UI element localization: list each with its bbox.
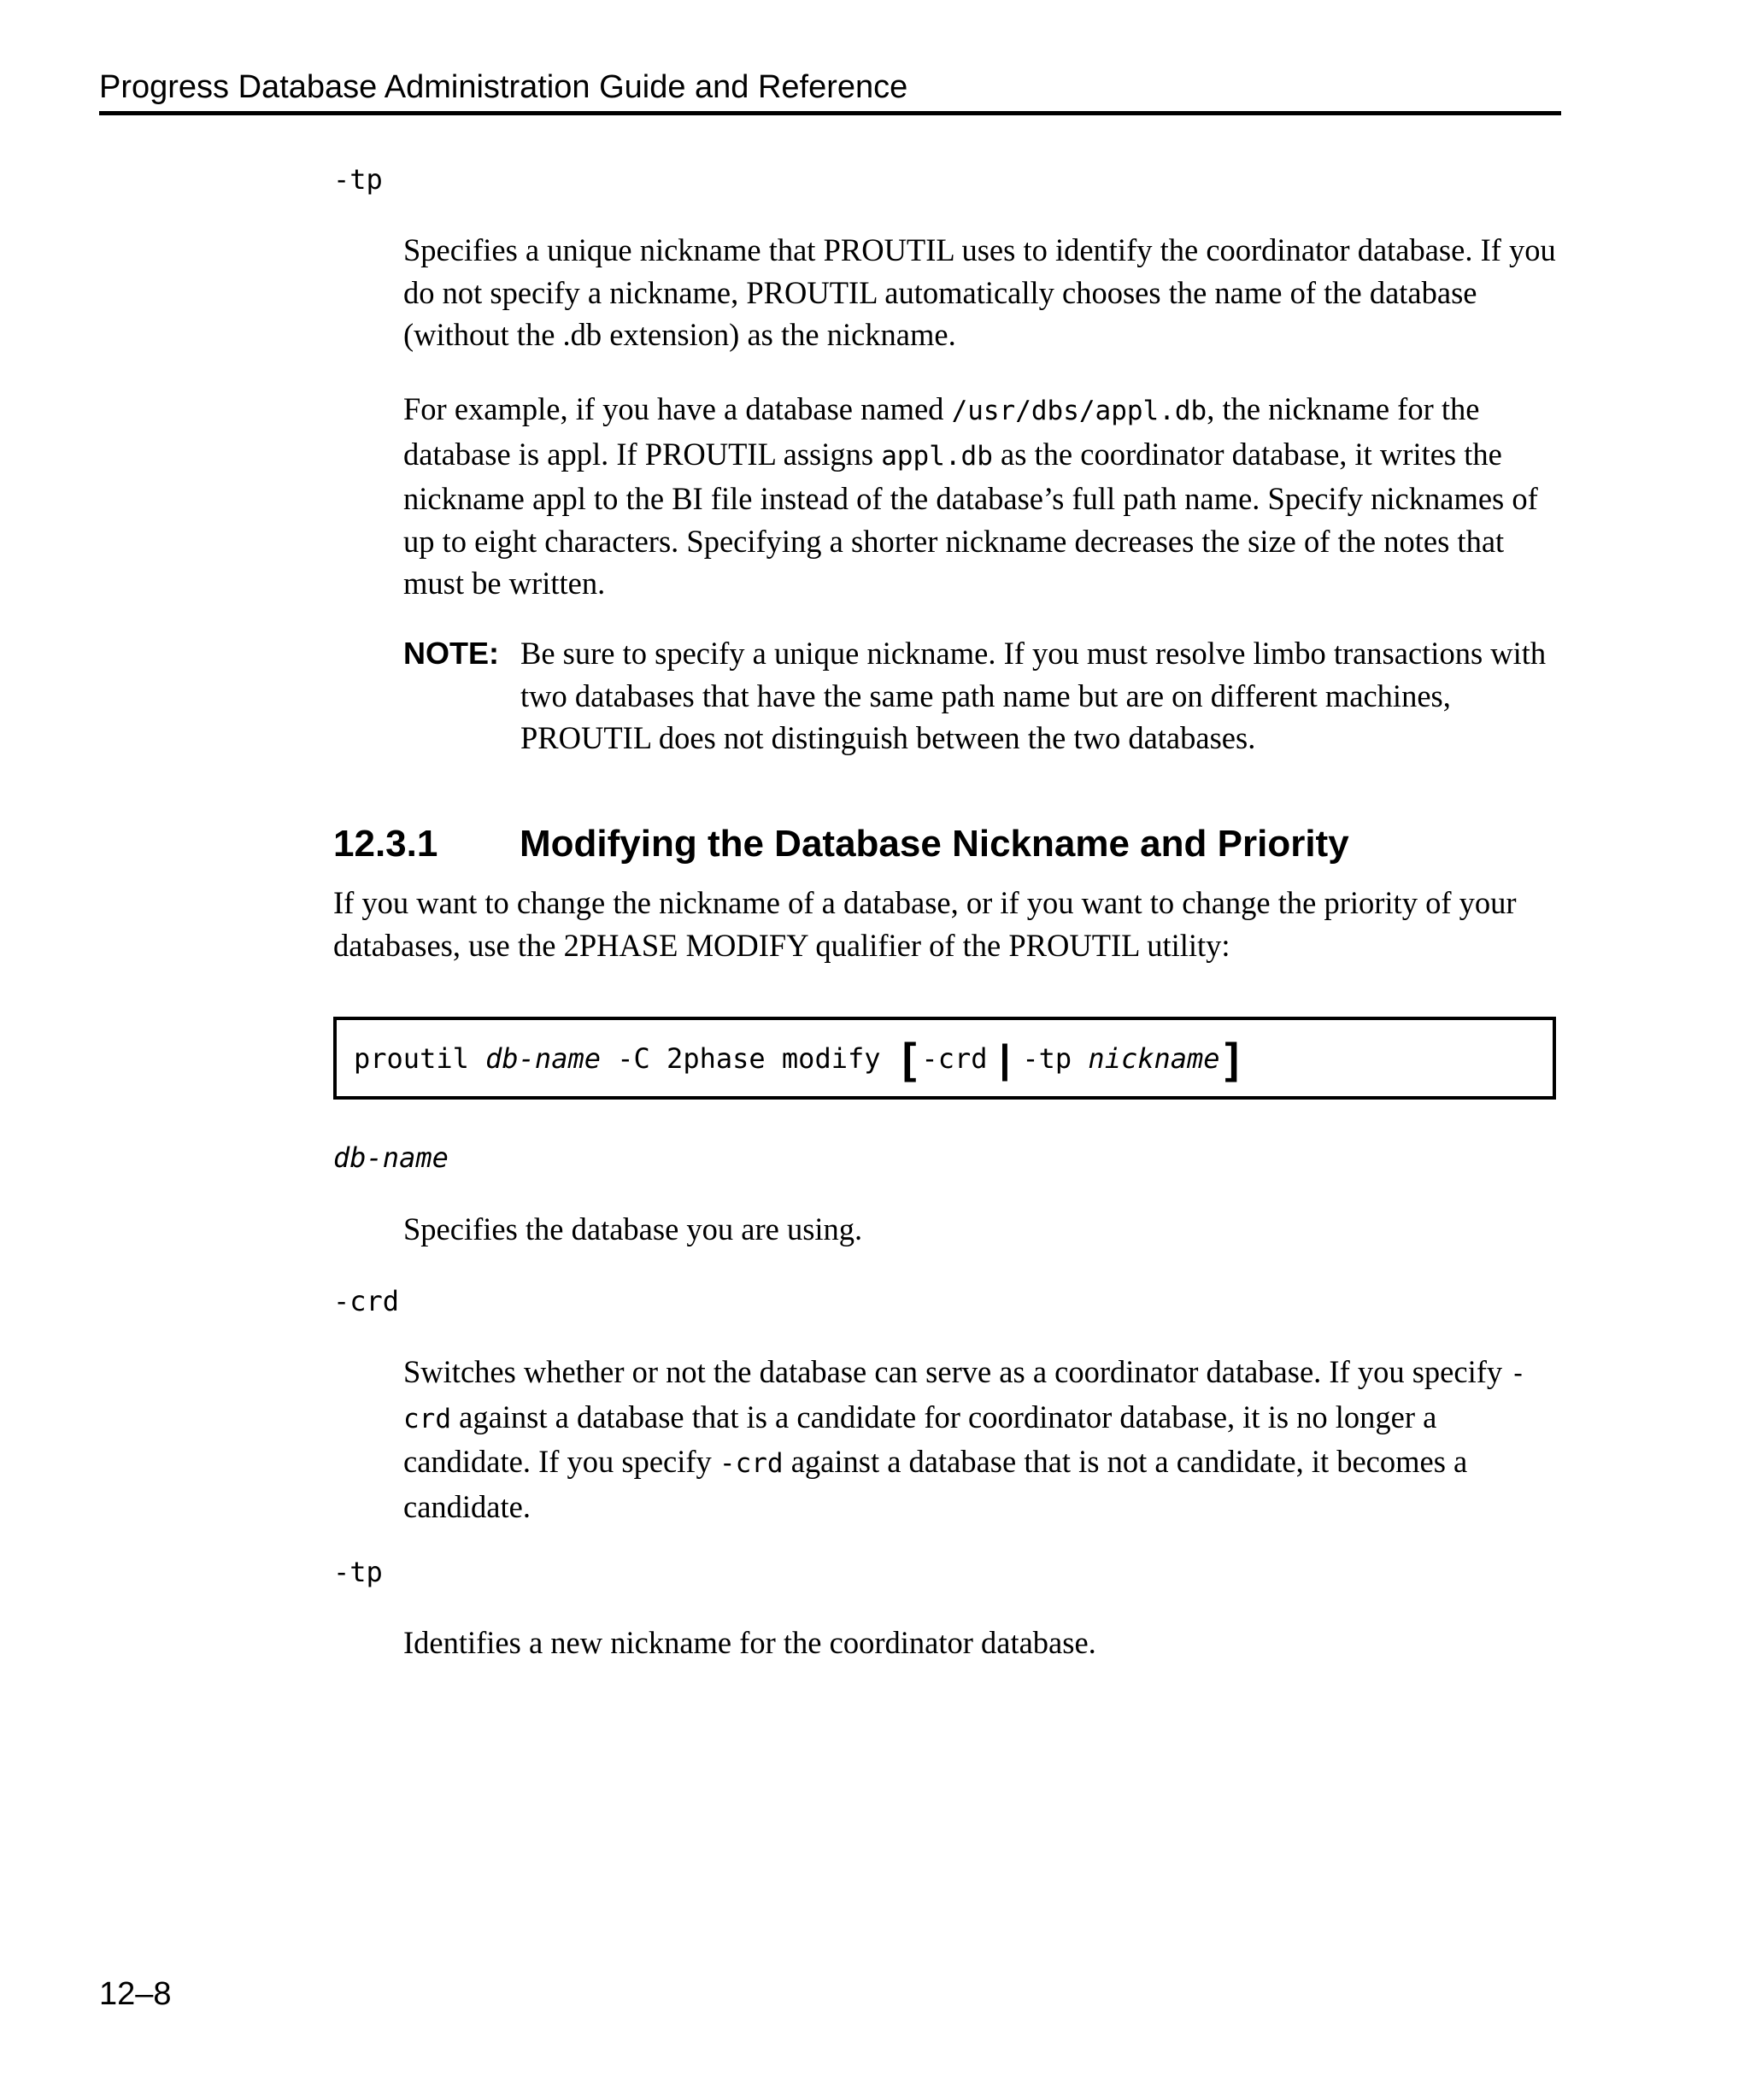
param-desc-crd [403, 1351, 1565, 1528]
note-text: Be sure to specify a unique nickname. If you must resolve limbo transactions with two databases that have the same path name but are on different machines, PROUTIL does not distinguish between the two databases. [520, 636, 1547, 755]
section-heading [333, 820, 1349, 868]
section-number: 12.3.1 [333, 823, 438, 865]
syntax-tp: -tp [1022, 1041, 1089, 1075]
param-term-dbname: db-name [333, 1141, 449, 1174]
section-intro: If you want to change the nickname of a database, or if you want to change the priority of your databases, use the 2PHASE MODIFY qualifier of the PROUTIL utility: [333, 885, 1517, 963]
crd-text-c: against a database that is not a candidate, it becomes a candidate. [403, 1444, 1468, 1524]
example-text-b: , the nickname for the database is appl. If PROUTIL assigns [403, 391, 1480, 472]
syntax-middle: -C 2phase modify [600, 1041, 897, 1075]
syntax-open-bracket: [ [901, 1034, 917, 1082]
syntax-dbname: db-name [485, 1041, 601, 1075]
example-code-file: appl.db [881, 440, 993, 472]
syntax-crd: -crd [921, 1041, 988, 1075]
header-rule [99, 111, 1561, 115]
option-term-tp: -tp [333, 163, 383, 196]
param-desc-dbname: Specifies the database you are using. [403, 1211, 863, 1247]
crd-text-b: against a database that is a candidate for coordinator database, it is no longer a candidate. If you specify [403, 1399, 1437, 1479]
example-text-a: For example, if you have a database named [403, 391, 952, 426]
crd-code-1: -crd [403, 1358, 1526, 1434]
syntax-line [354, 1020, 1244, 1096]
tp-description-paragraph: Specifies a unique nickname that PROUTIL uses to identify the coordinator database. If you do not specify a nickname, PROUTIL automatically chooses the name of the database (without the .db extension) as the nickname. [403, 232, 1556, 352]
page-number: 12–8 [99, 1976, 172, 2012]
example-code-path: /usr/dbs/appl.db [951, 396, 1207, 426]
syntax-close-bracket: ] [1224, 1034, 1240, 1082]
syntax-box [333, 1017, 1556, 1100]
tp-example-paragraph [403, 388, 1565, 605]
note-label: NOTE: [403, 636, 499, 671]
example-text-c: as the coordinator database, it writes the nickname appl to the BI file instead of the database’s full path name. Specify nicknames of up to eight characters. Specifying a shorter nickname decreases the size of the notes that must be written. [403, 436, 1538, 601]
param-term-tp: -tp [333, 1556, 383, 1588]
running-header: Progress Database Administration Guide and Reference [99, 69, 908, 105]
crd-code-2: -crd [719, 1448, 784, 1479]
syntax-cmd: proutil [354, 1041, 486, 1075]
section-title: Modifying the Database Nickname and Priority [520, 823, 1349, 865]
syntax-nickname: nickname [1088, 1041, 1220, 1075]
crd-text-a: Switches whether or not the database can serve as a coordinator database. If you specify [403, 1354, 1511, 1389]
syntax-bar: | [999, 1035, 1011, 1081]
param-term-crd: -crd [333, 1285, 400, 1317]
param-desc-tp: Identifies a new nickname for the coordinator database. [403, 1625, 1096, 1660]
